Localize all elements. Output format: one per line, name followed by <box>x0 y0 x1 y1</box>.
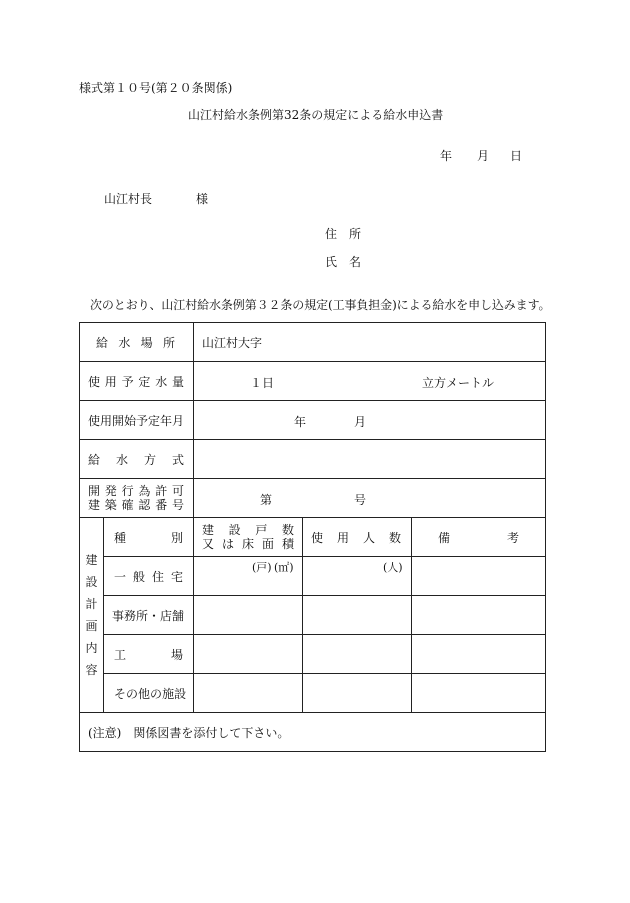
char: 用 <box>104 374 117 389</box>
char: 住 <box>151 569 164 584</box>
method-value[interactable] <box>194 440 546 479</box>
char: の <box>126 686 139 701</box>
char: 数 <box>281 523 294 537</box>
plan-row-office <box>80 596 546 635</box>
other-units-cell[interactable] <box>194 674 303 713</box>
char: 場 <box>140 335 153 350</box>
start-year: 年 <box>294 415 307 429</box>
plan-row-factory <box>80 635 546 674</box>
header-type <box>104 518 194 557</box>
char: 建 <box>88 498 101 512</box>
char: 為 <box>138 484 151 498</box>
char: 方 <box>143 452 156 467</box>
char: 別 <box>170 530 183 545</box>
volume-value[interactable] <box>194 362 546 401</box>
place-prefix: 山江村大字 <box>202 335 263 350</box>
char: 水 <box>155 374 168 389</box>
start-value[interactable] <box>194 401 546 440</box>
volume-prefix: １日 <box>250 376 275 390</box>
char: そ <box>114 686 127 701</box>
char: 面 <box>261 537 274 551</box>
addressee-name: 山江村長 <box>104 192 153 206</box>
char: 番 <box>155 498 168 512</box>
type-other <box>104 674 194 713</box>
char: 画 <box>85 619 98 633</box>
char: 水 <box>118 335 131 350</box>
type-housing <box>104 557 194 596</box>
char: 用 <box>336 530 349 545</box>
char: 設 <box>228 523 241 537</box>
char: 考 <box>507 530 520 545</box>
form-number: 様式第１０号(第２０条関係) <box>79 81 233 95</box>
char: 確 <box>121 498 134 512</box>
factory-units-cell[interactable] <box>194 635 303 674</box>
permit-dai: 第 <box>260 493 273 507</box>
date-day: 日 <box>510 149 523 163</box>
char: は <box>221 537 234 551</box>
char: 人 <box>362 530 375 545</box>
char: 予 <box>121 374 134 389</box>
row-method <box>80 440 546 479</box>
area-unit: (㎡) <box>274 561 294 574</box>
char: 又 <box>202 537 215 551</box>
people-unit: (人) <box>383 561 403 574</box>
type-office <box>104 596 194 635</box>
header-people <box>303 518 412 557</box>
office-units-cell[interactable] <box>194 596 303 635</box>
plan-row-other <box>80 674 546 713</box>
char: 設 <box>174 686 187 701</box>
housing-remarks-cell[interactable] <box>412 557 546 596</box>
char: 量 <box>171 374 184 389</box>
char: 内 <box>85 641 98 655</box>
char: 築 <box>104 498 117 512</box>
applicant-name-label: 氏 名 <box>325 255 362 269</box>
start-month: 月 <box>354 415 367 429</box>
row-permit <box>80 479 546 518</box>
applicant-address-label: 住 所 <box>325 227 362 241</box>
households-unit: (戸) <box>252 561 272 574</box>
char: 般 <box>132 569 145 584</box>
char: 給 <box>88 452 101 467</box>
header-remarks <box>412 518 546 557</box>
char: 水 <box>115 452 128 467</box>
char: 一 <box>114 569 127 584</box>
start-label: 使用開始予定年月 <box>80 401 194 440</box>
permit-value[interactable] <box>194 479 546 518</box>
plan-row-housing <box>80 557 546 596</box>
addressee-honorific: 様 <box>196 192 209 206</box>
other-remarks-cell[interactable] <box>412 674 546 713</box>
note-row <box>80 713 546 752</box>
char: 開 <box>88 484 101 498</box>
char: 号 <box>171 498 184 512</box>
char: 宅 <box>170 569 183 584</box>
char: 所 <box>162 335 175 350</box>
date-month: 月 <box>477 149 490 163</box>
char: 他 <box>138 686 151 701</box>
char: 数 <box>388 530 401 545</box>
volume-label <box>80 362 194 401</box>
char: 備 <box>438 530 451 545</box>
application-table <box>79 322 546 752</box>
char: 認 <box>138 498 151 512</box>
char: 定 <box>138 374 151 389</box>
office-remarks-cell[interactable] <box>412 596 546 635</box>
char: 戸 <box>255 523 268 537</box>
intro-text: 次のとおり、山江村給水条例第３２条の規定(工事負担金)による給水を申し込みます。 <box>90 298 551 312</box>
permit-gou: 号 <box>354 493 367 507</box>
row-start <box>80 401 546 440</box>
date-year: 年 <box>440 149 453 163</box>
row-supply-place <box>80 323 546 362</box>
supply-place-value[interactable] <box>194 323 546 362</box>
char: 使 <box>311 530 324 545</box>
char: 床 <box>241 537 254 551</box>
char: 積 <box>281 537 294 551</box>
supply-place-label <box>80 323 194 362</box>
char: 建 <box>202 523 215 537</box>
char: 容 <box>85 663 98 677</box>
char: 工 <box>114 647 127 662</box>
char: 設 <box>85 575 98 589</box>
header-units <box>194 518 303 557</box>
form-title: 山江村給水条例第32条の規定による給水申込書 <box>188 108 444 122</box>
char: 種 <box>114 530 127 545</box>
char: 給 <box>96 335 109 350</box>
permit-label <box>80 479 194 518</box>
row-volume <box>80 362 546 401</box>
plan-side-label <box>80 518 104 713</box>
char: 計 <box>85 597 98 611</box>
char: 発 <box>104 484 117 498</box>
volume-unit: 立方メートル <box>422 376 495 390</box>
housing-people-cell[interactable] <box>303 557 412 596</box>
plan-header-row <box>80 518 546 557</box>
housing-units-cell[interactable] <box>194 557 303 596</box>
office-people-cell[interactable] <box>303 596 412 635</box>
char: 建 <box>85 553 98 567</box>
type-factory <box>104 635 194 674</box>
char: 可 <box>171 484 184 498</box>
method-label <box>80 440 194 479</box>
char: 使 <box>88 374 101 389</box>
other-people-cell[interactable] <box>303 674 412 713</box>
char: 施 <box>162 686 175 701</box>
char: の <box>150 686 163 701</box>
factory-remarks-cell[interactable] <box>412 635 546 674</box>
char: 式 <box>171 452 184 467</box>
char: 行 <box>121 484 134 498</box>
note: (注意) 関係図書を添付して下さい。 <box>80 713 546 752</box>
office-label: 事務所・店舗 <box>112 608 185 623</box>
char: 場 <box>170 647 183 662</box>
factory-people-cell[interactable] <box>303 635 412 674</box>
char: 許 <box>155 484 168 498</box>
